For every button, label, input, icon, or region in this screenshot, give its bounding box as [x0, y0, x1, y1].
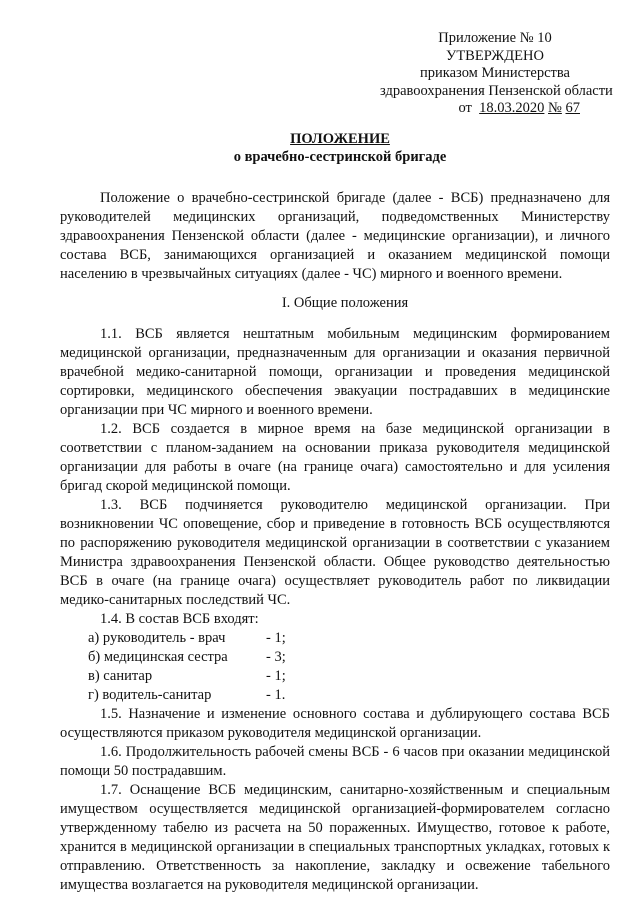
- role-count: - 1;: [266, 668, 286, 684]
- paragraph-1-5: 1.5. Назначение и изменение основного состава и дублирующего состава ВСБ осуществляются приказом руководителя медицинской организации.: [60, 706, 610, 741]
- appendix-number: Приложение № 10: [438, 30, 552, 46]
- approved-label: УТВЕРЖДЕНО: [446, 47, 544, 64]
- order-number: 67: [565, 100, 580, 116]
- paragraph-1-4: 1.4. В состав ВСБ входят:: [100, 611, 259, 627]
- paragraph-1-1: 1.1. ВСБ является нештатным мобильным медицинским формированием медицинской организации, предназначенным для организации и оказания первичной врачебной медико-санитарной помощи, организации и проведения медицинской сортировки, медицинского обеспечения эвакуации пострадавших в медицинские организации при ЧС мирного и военного времени.: [60, 326, 610, 418]
- title-main: ПОЛОЖЕНИЕ: [290, 131, 390, 147]
- document-title: [0, 130, 640, 166]
- title-sub: о врачебно-сестринской бригаде: [233, 149, 447, 165]
- order-date: 18.03.2020: [479, 100, 545, 116]
- role-count: - 3;: [266, 649, 286, 665]
- ministry-name: здравоохранения Пензенской области: [380, 82, 613, 99]
- role-label: а) руководитель - врач: [88, 630, 226, 646]
- paragraph-1-3: 1.3. ВСБ подчиняется руководителю медицинской организации. При возникновении ЧС оповещение, сбор и приведение в готовность ВСБ осуществляются по распоряжению руководителя медицинской организации в соответствии с указанием Министра здравоохранения Пензенской области. Общее руководство деятельностью ВСБ в очаге (на границе очага) осуществляет руководитель работ по ликвидации медико-санитарных последствий ЧС.: [60, 497, 610, 608]
- intro-paragraph: Положение о врачебно-сестринской бригаде (далее - ВСБ) предназначено для руководителей медицинских организаций, подведомственных Министерству здравоохранения Пензенской области (далее - медицинские организации), и личного состава ВСБ, занимающихся организацией и оказанием медицинской помощи населению в чрезвычайных ситуациях (далее - ЧС) мирного и военного времени.: [60, 190, 610, 282]
- approval-block: [380, 30, 613, 118]
- paragraph-1-7: 1.7. Оснащение ВСБ медицинским, санитарно-хозяйственным и специальным имуществом осуществляется медицинской организацией-формирователем согласно утвержденному табелю из расчета на 50 пораженных. Имущество, готовое к работе, хранится в медицинской организации в специальных транспортных укладках, готовых к отправлению. Ответственность за накопление, закладку и освежение табельного имущества возлагается на руководителя медицинской организации.: [60, 782, 610, 893]
- section-heading: I. Общие положения: [281, 295, 409, 311]
- order-date-line: [380, 100, 610, 118]
- role-label: в) санитар: [88, 668, 153, 684]
- list-item: [88, 629, 610, 648]
- date-prefix: от: [458, 100, 472, 116]
- list-item: [88, 667, 610, 686]
- number-prefix: №: [548, 100, 562, 116]
- paragraph-1-2: 1.2. ВСБ создается в мирное время на базе медицинской организации в соответствии с планом-заданием на основании приказа руководителя медицинской организации для работы в очаге (на границе очага) самостоятельно и для усиления бригад скорой медицинской помощи.: [60, 421, 610, 494]
- paragraph-1-6: 1.6. Продолжительность рабочей смены ВСБ - 6 часов при оказании медицинской помощи 50 пострадавшим.: [60, 744, 610, 779]
- order-of-ministry: приказом Министерства: [420, 65, 570, 81]
- role-count: - 1;: [266, 630, 286, 646]
- role-count: - 1.: [266, 687, 286, 703]
- role-label: б) медицинская сестра: [88, 649, 228, 665]
- list-item: [88, 686, 610, 705]
- role-label: г) водитель-санитар: [88, 687, 212, 703]
- document-body: [60, 189, 610, 895]
- list-item: [88, 648, 610, 667]
- composition-list: [88, 629, 610, 705]
